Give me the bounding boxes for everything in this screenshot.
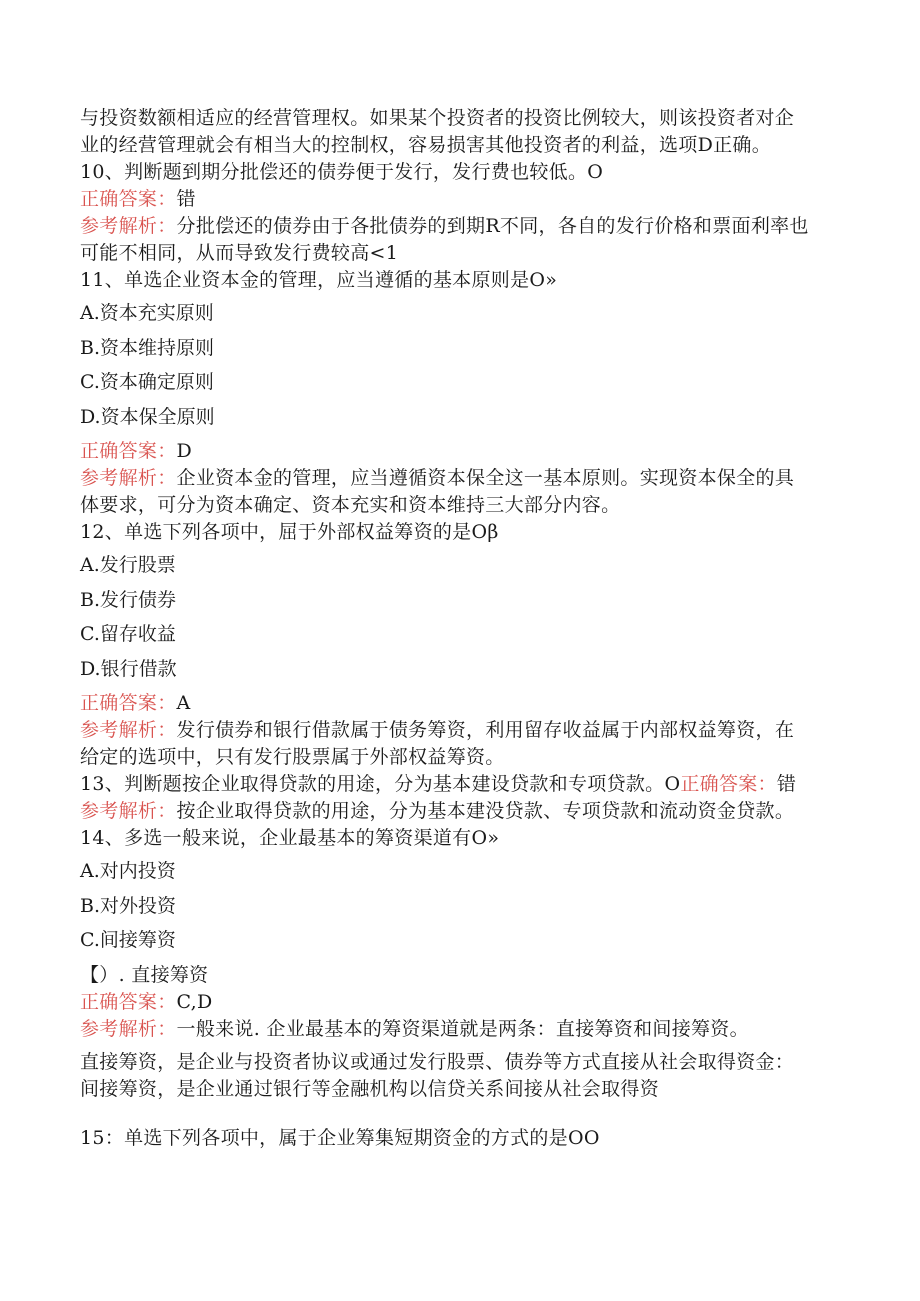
- option-b: B.发行债券: [80, 588, 177, 611]
- explanation-text: 直接筹资，是企业与投资者协议或通过发行股票、债券等方式直接从社会取得资金：: [80, 1050, 795, 1073]
- option-d: 【）. 直接筹资: [80, 963, 209, 986]
- question-13: [80, 771, 840, 798]
- explanation-text: 分批偿还的债券由于各批债券的到期R不同，各自的发行价格和票面利率也: [176, 215, 809, 237]
- question-10: 10、判断题到期分批偿还的债券便于发行，发行费也较低。O: [80, 161, 604, 183]
- answer-label: 正确答案：: [80, 990, 177, 1013]
- explanation-text: 给定的选项中，只有发行股票属于外部权益筹资。: [80, 746, 505, 768]
- explanation-text: 间接筹资，是企业通过银行等金融机构以信贷关系间接从社会取得资: [80, 1077, 660, 1100]
- explanation-text: 企业资本金的管理，应当遵循资本保全这一基本原则。实现资本保全的具: [176, 467, 795, 489]
- option-c: C.留存收益: [80, 623, 176, 645]
- explanation-line: [80, 465, 840, 492]
- option-c: C.资本确定原则: [80, 371, 214, 393]
- option-d: D.资本保全原则: [80, 405, 215, 428]
- answer-line: [80, 690, 840, 717]
- explanation-text: 一般来说. 企业最基本的筹资渠道就是两条：直接筹资和间接筹资。: [176, 1017, 749, 1040]
- answer-line: [80, 438, 840, 465]
- explanation-text: 体要求，可分为资本确定、资本充实和资本维持三大部分内容。: [80, 494, 621, 516]
- explanation-text: 按企业取得贷款的用途，分为基本建没贷款、专项贷款和流动资金贷款。: [176, 800, 795, 822]
- option-a: A.发行股票: [80, 554, 176, 576]
- explanation-text: 可能不相同，从而导致发行费较高<1: [80, 242, 399, 264]
- explanation-line: [80, 1016, 840, 1043]
- question-15: 15：单选下列各项中，属于企业筹集短期资金的方式的是OO: [80, 1126, 600, 1149]
- answer-value: C,D: [176, 990, 213, 1013]
- question-11: 11、单选企业资本金的管理，应当遵循的基本原则是O»: [80, 269, 558, 291]
- answer-value: 错: [176, 188, 196, 210]
- explanation-label: 参考解析：: [80, 215, 177, 237]
- answer-line: [80, 989, 840, 1016]
- answer-line: [80, 186, 840, 213]
- question-text: 13、判断题按企业取得贷款的用途，分为基本建设贷款和专项贷款。O: [80, 773, 681, 795]
- explanation-label: 参考解析：: [80, 800, 177, 822]
- explanation-line: [80, 213, 840, 240]
- document-page: [80, 105, 840, 1152]
- option-c: C.间接筹资: [80, 929, 176, 951]
- answer-label: 正确答案：: [80, 440, 177, 462]
- question-14: 14、多选一般来说，企业最基本的筹资渠道有O»: [80, 827, 500, 849]
- option-a: A.资本充实原则: [80, 302, 214, 324]
- answer-value: A: [176, 692, 191, 714]
- option-d: D.银行借款: [80, 657, 177, 680]
- answer-value: 错: [776, 773, 797, 795]
- option-b: B.对外投资: [80, 894, 177, 917]
- answer-label: 正确答案：: [80, 692, 177, 714]
- explanation-label: 参考解析：: [80, 467, 177, 489]
- explanation-label: 参考解析：: [80, 719, 177, 741]
- question-12: 12、单选下列各项中，屈于外部权益筹资的是Oβ: [80, 521, 499, 543]
- option-b: B.资本维持原则: [80, 336, 215, 359]
- text-line: 与投资数额相适应的经营管理权。如果某个投资者的投资比例较大，则该投资者对企: [80, 107, 795, 129]
- explanation-line: [80, 798, 840, 825]
- explanation-line: [80, 717, 840, 744]
- answer-value: D: [176, 440, 193, 462]
- explanation-text: 发行债券和银行借款属于债务筹资，利用留存收益属于内部权益筹资，在: [176, 719, 795, 741]
- option-a: A.对内投资: [80, 860, 176, 882]
- answer-label: 正确答案：: [680, 773, 777, 795]
- explanation-label: 参考解析：: [80, 1017, 177, 1040]
- answer-label: 正确答案：: [80, 188, 177, 210]
- text-line: 业的经营管理就会有相当大的控制权，容易损害其他投资者的利益，选项D正确。: [80, 134, 772, 156]
